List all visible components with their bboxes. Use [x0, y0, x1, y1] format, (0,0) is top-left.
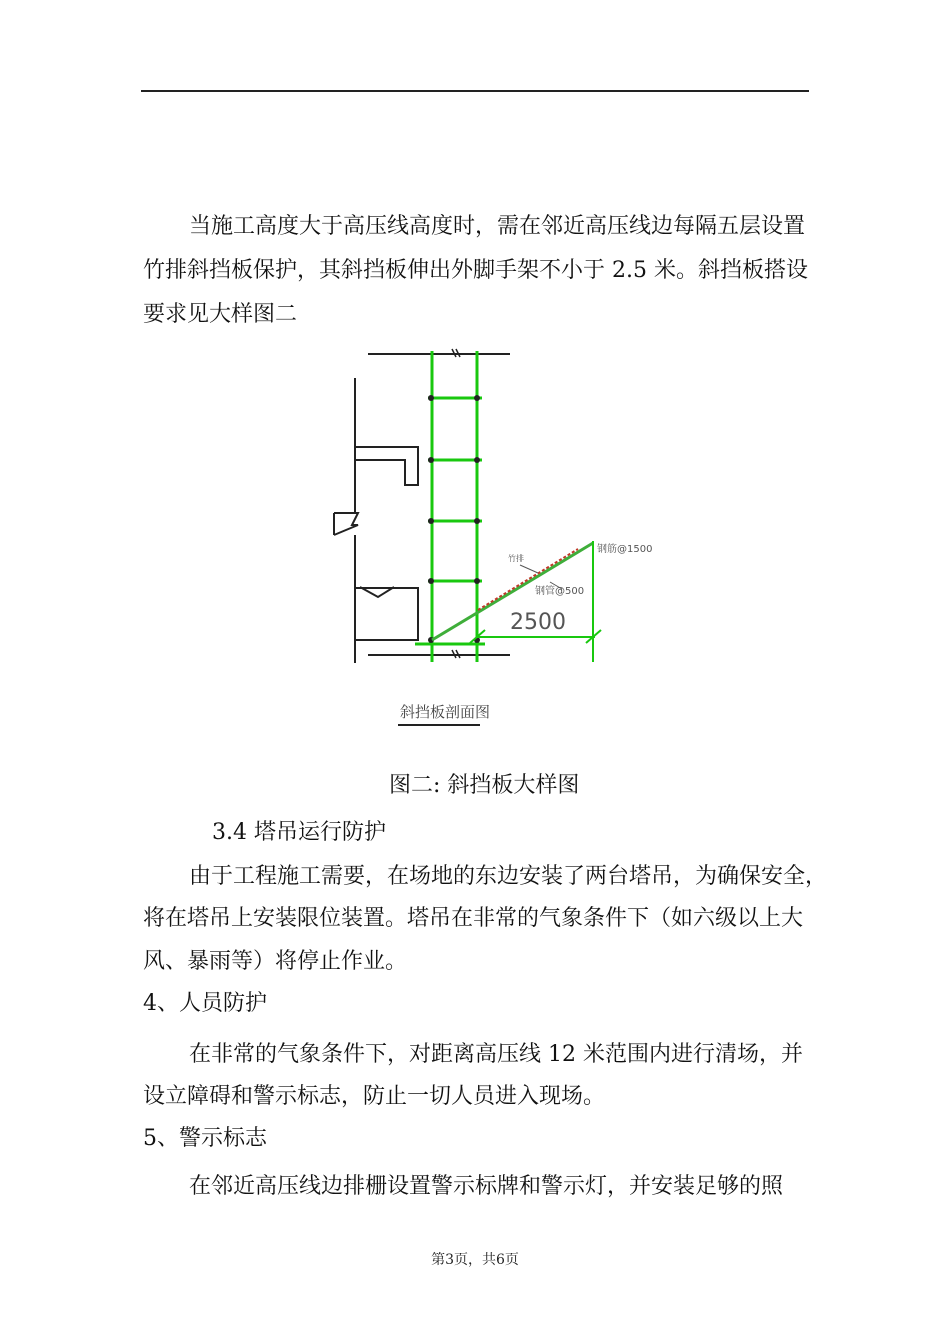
intro-line-1: 当施工高度大于高压线高度时，需在邻近高压线边每隔五层设置 — [189, 214, 806, 239]
dimension-label: 2500 — [510, 610, 566, 635]
section-5-heading: 5、警示标志 — [143, 1126, 267, 1151]
slanted-board-figure — [320, 335, 680, 735]
section-3-4-line-3: 风、暴雨等）将停止作业。 — [143, 949, 408, 974]
intro-line-3: 要求见大样图二 — [143, 302, 298, 327]
label-mid: 钢管@500 — [535, 586, 585, 597]
drawing-title: 斜挡板剖面图 — [400, 703, 491, 721]
section-4-heading: 4、人员防护 — [143, 991, 267, 1016]
section-3-4-heading: 3.4 塔吊运行防护 — [212, 820, 386, 845]
header-rule — [141, 90, 809, 92]
label-top: 钢筋@1500 — [597, 544, 653, 555]
section-3-4-line-1: 由于工程施工需要，在场地的东边安装了两台塔吊，为确保安全， — [189, 864, 828, 889]
section-5-line-1: 在邻近高压线边排栅设置警示标牌和警示灯，并安装足够的照 — [189, 1174, 784, 1199]
section-4-line-1: 在非常的气象条件下，对距离高压线 12 米范围内进行清场，并 — [189, 1042, 803, 1067]
slanted-board-drawing — [320, 335, 680, 735]
intro-line-2: 竹排斜挡板保护，其斜挡板伸出外脚手架不小于 2.5 米。斜挡板搭设 — [143, 258, 808, 283]
label-left: 竹排 — [508, 554, 524, 563]
page-footer: 第3页，共6页 — [431, 1252, 519, 1268]
figure-caption: 图二: 斜挡板大样图 — [389, 773, 580, 798]
section-4-line-2: 设立障碍和警示标志，防止一切人员进入现场。 — [143, 1084, 606, 1109]
section-3-4-line-2: 将在塔吊上安装限位装置。塔吊在非常的气象条件下（如六级以上大 — [143, 906, 804, 931]
